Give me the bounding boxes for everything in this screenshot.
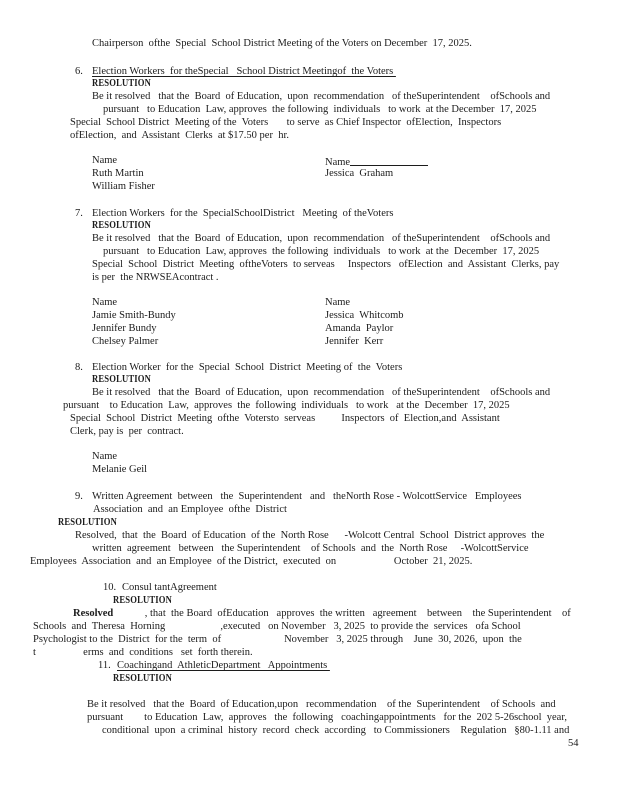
item-7-name-left-1: Jamie Smith-Bundy [92,310,176,321]
item-8-number: 8. [75,362,83,373]
item-10-body-line-2: Schools and Theresa Horning ,executed on November 3, 2025 to provide the services ofa School [33,621,521,632]
item-8-name-1: Melanie Geil [92,464,148,475]
item-8-body-line-4: Clerk, pay is per contract. [70,426,184,437]
item-9-number: 9. [75,491,83,502]
item-11-title: Coachingand AthleticDepartment Appointments [117,660,330,671]
item-7-name-left-3: Chelsey Palmer [92,336,159,347]
item-11-number: 11. [98,660,111,671]
item-6-title: Election Workers for theSpecial School District Meetingof the Voters [92,66,396,77]
item-10-number: 10. [103,582,117,593]
item-6-resolution-label: RESOLUTION [92,78,152,89]
item-10-body-line-1 [73,608,571,620]
item-11-resolution-label: RESOLUTION [113,673,173,684]
item-7-name-right-1: Jessica Whitcomb [325,310,404,321]
item-7-title: Election Workers for the SpecialSchoolDistrict Meeting of theVoters [92,208,394,219]
item-6-body-line-1: Be it resolved that the Board of Education, upon recommendation of theSuperintendent ofSchools and [92,91,551,102]
item-7-body-line-1: Be it resolved that the Board of Education, upon recommendation of theSuperintendent ofSchools and [92,233,551,244]
item-10-body-line-1-rest: , that the Board ofEducation approves the written agreement between the Superintendent of [113,608,571,619]
item-6-body-line-3: Special School District Meeting of the Voters to serve as Chief Inspector ofElection, Inspectors [70,117,502,128]
item-7-body-line-4: is per the NRWSEAcontract . [92,272,219,283]
item-11-body-line-2: pursuant to Education Law, approves the following coachingappointments for the 202 5-26school year, [87,712,568,723]
item-10-body-line-3: Psychologist to the District for the term of November 3, 2025 through June 30, 2026, upon the [33,634,522,645]
resolved-bold-word: Resolved [73,608,114,619]
item-7-number: 7. [75,208,83,219]
page-number: 54 [568,738,579,749]
name-blank-line [350,156,428,166]
item-6-name-left-2: William Fisher [92,181,155,192]
item-6-name-right-1: Jessica Graham [325,168,394,179]
item-8-body-line-1: Be it resolved that the Board of Education, upon recommendation of theSuperintendent ofSchools and [92,387,551,398]
item-10-resolution-label: RESOLUTION [113,595,173,606]
item-8-title: Election Worker for the Special School District Meeting of the Voters [92,362,403,373]
item-9-resolution-label: RESOLUTION [58,517,118,528]
item-7-names-left-header: Name [92,297,118,308]
item-10-title: Consul tantAgreement [122,582,217,593]
item-7-names-right-header: Name [325,297,351,308]
item-6-body-line-4: ofElection, and Assistant Clerks at $17.50 per hr. [70,130,290,141]
item-6-names-left-header: Name [92,155,118,166]
item-6-names-right-header [325,155,428,169]
item-8-body-line-3: Special School District Meeting ofthe Votersto serveas Inspectors of Election,and Assistant [70,413,500,424]
item-7-resolution-label: RESOLUTION [92,220,152,231]
item-8-resolution-label: RESOLUTION [92,374,152,385]
item-7-body-line-2: pursuant to Education Law, approves the following individuals to work at the December 17, 2025 [103,246,540,257]
item-9-body-line-2: written agreement between the Superintendent of Schools and the North Rose -WolcottService [92,543,529,554]
item-6-body-line-2: pursuant to Education Law, approves the following individuals to work at the December 17, 2025 [103,104,537,115]
item-7-body-line-3: Special School District Meeting oftheVoters to serveas Inspectors ofElection and Assistant Clerks, pay [92,259,560,270]
item-9-body-line-1: Resolved, that the Board of Education of the North Rose -Wolcott Central School District approves the [75,530,545,541]
item-9-title-line-1: Written Agreement between the Superintendent and theNorth Rose - WolcottService Employees [92,491,522,502]
item-10-body-line-4: t erms and conditions set forth therein. [33,647,253,658]
item-9-body-line-3: Employees Association and an Employee of the District, executed on October 21, 2025. [30,556,473,567]
intro-line: Chairperson ofthe Special School District Meeting of the Voters on December 17, 2025. [92,38,472,49]
item-8-names-header: Name [92,451,118,462]
item-9-title-line-2: Association and an Employee ofthe District [93,504,287,515]
item-11-body-line-1: Be it resolved that the Board of Education,upon recommendation of the Superintendent of Schools and [87,699,556,710]
item-6-name-left-1: Ruth Martin [92,168,144,179]
item-6-number: 6. [75,66,83,77]
item-7-name-right-2: Amanda Paylor [325,323,394,334]
item-7-name-right-3: Jennifer Kerr [325,336,384,347]
item-11-body-line-3: conditional upon a criminal history record check according to Commissioners Regulation §80-1.11 and [102,725,570,736]
name-label: Name [325,157,351,168]
item-7-name-left-2: Jennifer Bundy [92,323,157,334]
item-8-body-line-2: pursuant to Education Law, approves the following individuals to work at the December 17, 2025 [63,400,510,411]
